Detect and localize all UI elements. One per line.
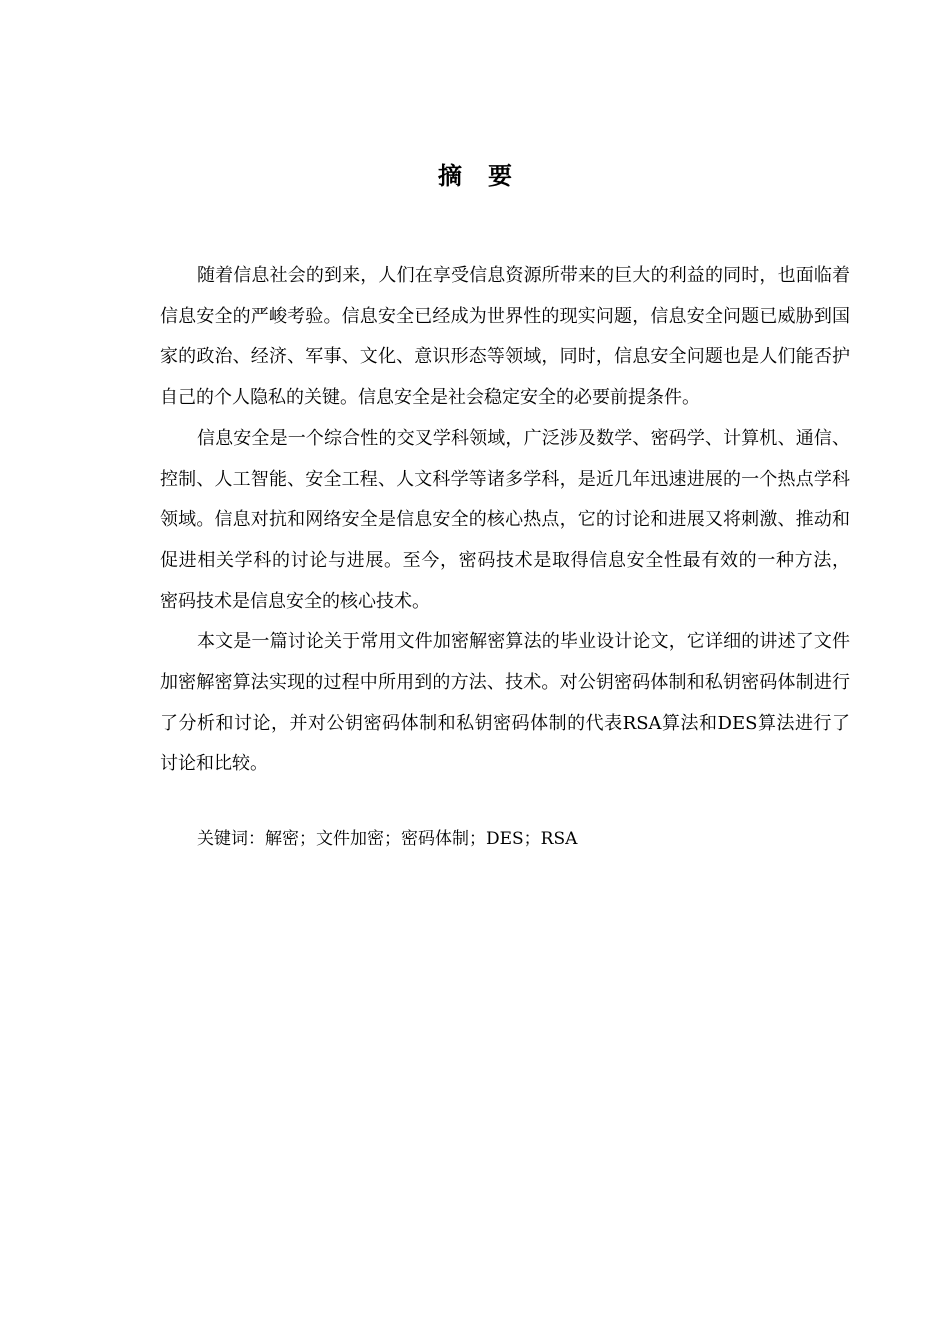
- abstract-paragraph-1: 随着信息社会的到来，人们在享受信息资源所带来的巨大的利益的同时，也面临着信息安全的严峻考验。信息安全已经成为世界性的现实问题，信息安全问题已威胁到国家的政治、经济、军事、文化、意识形态等领域，同时，信息安全问题也是人们能否护自己的个人隐私的关键。信息安全是社会稳定安全的必要前提条件。: [160, 265, 850, 409]
- abstract-paragraph-3: 本文是一篇讨论关于常用文件加密解密算法的毕业设计论文，它详细的讲述了文件加密解密算法实现的过程中所用到的方法、技术。对公钥密码体制和私钥密码体制进行了分析和讨论，并对公钥密码体制和私钥密码体制的代表RSA算法和DES算法进行了讨论和比较。: [160, 631, 850, 775]
- keywords-line: 关键词：解密；文件加密；密码体制；DES；RSA: [197, 829, 578, 849]
- page-title: 摘要: [438, 162, 538, 190]
- abstract-paragraph-2: 信息安全是一个综合性的交叉学科领域，广泛涉及数学、密码学、计算机、通信、控制、人工智能、安全工程、人文科学等诸多学科，是近几年迅速进展的一个热点学科领域。信息对抗和网络安全是信息安全的核心热点，它的讨论和进展又将刺激、推动和促进相关学科的讨论与进展。至今，密码技术是取得信息安全性最有效的一种方法， 密码技术是信息安全的核心技术。: [160, 427, 862, 612]
- abstract-body: [160, 256, 862, 785]
